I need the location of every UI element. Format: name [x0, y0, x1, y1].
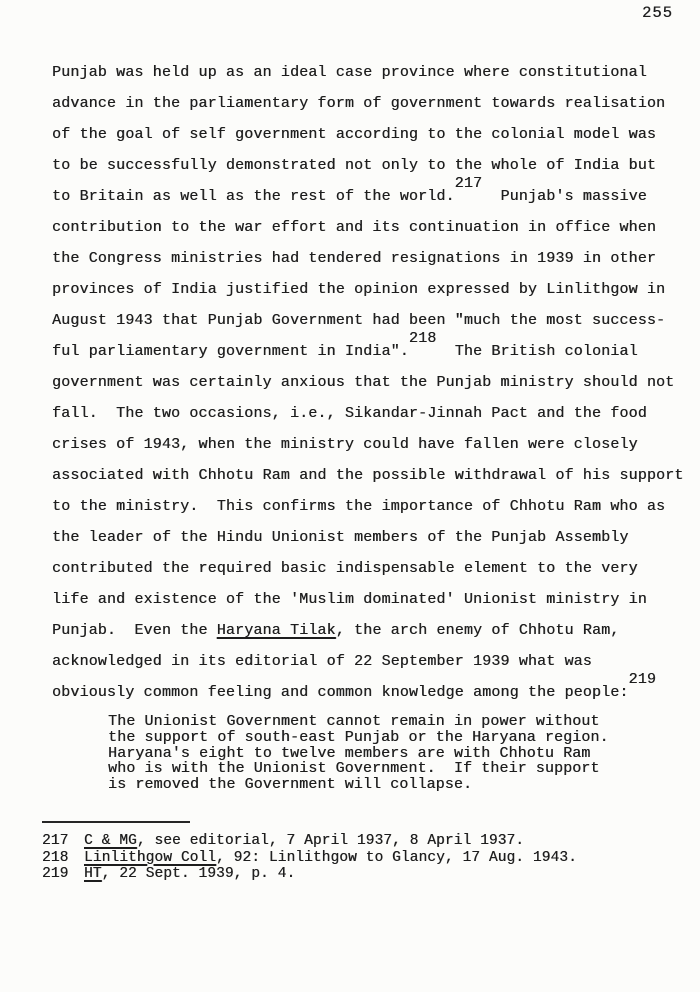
text-line: [52, 429, 692, 460]
footnote-row: [42, 833, 682, 850]
footnote-row: [42, 850, 682, 867]
footnote-text: [84, 866, 295, 883]
footnote-detail: , see editorial, 7 April 1937, 8 April 1937.: [136, 833, 525, 849]
text-line: [52, 243, 692, 274]
text-line: [52, 367, 692, 398]
text-line: [52, 150, 692, 181]
text-segment: advance in the parliamentary form of government towards realisation: [52, 95, 666, 112]
block-quote: [108, 714, 648, 793]
footnote-text: [84, 833, 524, 850]
text-line: [52, 175, 692, 212]
text-segment: to be successfully demonstrated not only to the whole of India but: [52, 157, 656, 174]
text-segment: ful parliamentary government in India".: [52, 343, 409, 360]
text-segment: life and existence of the 'Muslim dominated' Unionist ministry in: [52, 591, 647, 608]
text-segment: acknowledged in its editorial of 22 September 1939 what was: [52, 653, 592, 670]
text-line: [52, 584, 692, 615]
text-segment: , the arch enemy of Chhotu Ram,: [335, 622, 620, 639]
text-segment: contributed the required basic indispensable element to the very: [52, 560, 638, 577]
footnote-reference: 219: [628, 671, 657, 688]
quote-line: The Unionist Government cannot remain in power without: [108, 713, 600, 730]
text-segment: Punjab's massive: [482, 188, 647, 205]
text-segment: of the goal of self government according to the colonial model was: [52, 126, 656, 143]
body-paragraph: [52, 57, 692, 708]
footnote-reference: 218: [408, 330, 437, 347]
footnote-divider: [42, 821, 190, 823]
text-line: [52, 398, 692, 429]
text-segment: crises of 1943, when the ministry could have fallen were closely: [52, 436, 638, 453]
quote-line: Haryana's eight to twelve members are with Chhotu Ram: [108, 744, 591, 762]
quote-line: is removed the Government will collapse.: [108, 776, 473, 794]
text-segment: provinces of India justified the opinion expressed by Linlithgow in: [52, 281, 666, 298]
footnote-number: 218: [42, 849, 69, 866]
text-line: [52, 274, 692, 305]
text-segment: contribution to the war effort and its continuation in office when: [52, 219, 656, 236]
quote-line: who is with the Unionist Government. If their support: [108, 760, 600, 778]
underlined-title: Haryana Tilak: [216, 622, 336, 639]
text-line: [52, 88, 692, 119]
text-line: [52, 119, 692, 150]
text-segment: Punjab. Even the: [52, 622, 217, 639]
text-segment: to Britain as well as the rest of the world.: [52, 188, 455, 205]
text-segment: The British colonial: [436, 343, 638, 360]
footnote-detail: , 22 Sept. 1939, p. 4.: [101, 866, 296, 882]
text-line: [52, 212, 692, 243]
text-segment: the leader of the Hindu Unionist members of the Punjab Assembly: [52, 529, 629, 546]
footnote-text: [84, 850, 577, 867]
footnote-number: 217: [42, 833, 69, 849]
text-line: [52, 522, 692, 553]
footnote-citation: C & MG: [84, 833, 137, 849]
text-line: [52, 491, 692, 522]
footnote-detail: , 92: Linlithgow to Glancy, 17 Aug. 1943.: [216, 849, 577, 866]
page-number: 255: [642, 4, 673, 22]
footnotes-section: [42, 833, 682, 883]
text-segment: obviously common feeling and common knowledge among the people:: [52, 684, 629, 701]
text-line: [52, 57, 692, 88]
text-segment: government was certainly anxious that the Punjab ministry should not: [52, 374, 675, 391]
footnote-number: 219: [42, 866, 69, 882]
footnote-citation: HT: [84, 866, 102, 882]
text-line: [52, 330, 692, 367]
quote-line: the support of south-east Punjab or the Haryana region.: [108, 728, 609, 746]
text-segment: the Congress ministries had tendered resignations in 1939 in other: [52, 250, 656, 267]
text-segment: fall. The two occasions, i.e., Sikandar-Jinnah Pact and the food: [52, 405, 647, 422]
footnote-row: [42, 866, 682, 883]
text-line: [52, 615, 692, 646]
text-segment: associated with Chhotu Ram and the possible withdrawal of his support: [52, 467, 684, 484]
text-segment: August 1943 that Punjab Government had been "much the most success-: [52, 312, 666, 329]
text-segment: to the ministry. This confirms the importance of Chhotu Ram who as: [52, 498, 666, 515]
footnote-citation: Linlithgow Coll: [84, 849, 217, 866]
text-line: [52, 305, 692, 336]
text-line: [52, 460, 692, 491]
text-line: [52, 646, 692, 677]
text-line: [52, 671, 692, 708]
text-line: [52, 553, 692, 584]
text-segment: Punjab was held up as an ideal case province where constitutional: [52, 64, 647, 81]
footnote-reference: 217: [454, 175, 483, 192]
